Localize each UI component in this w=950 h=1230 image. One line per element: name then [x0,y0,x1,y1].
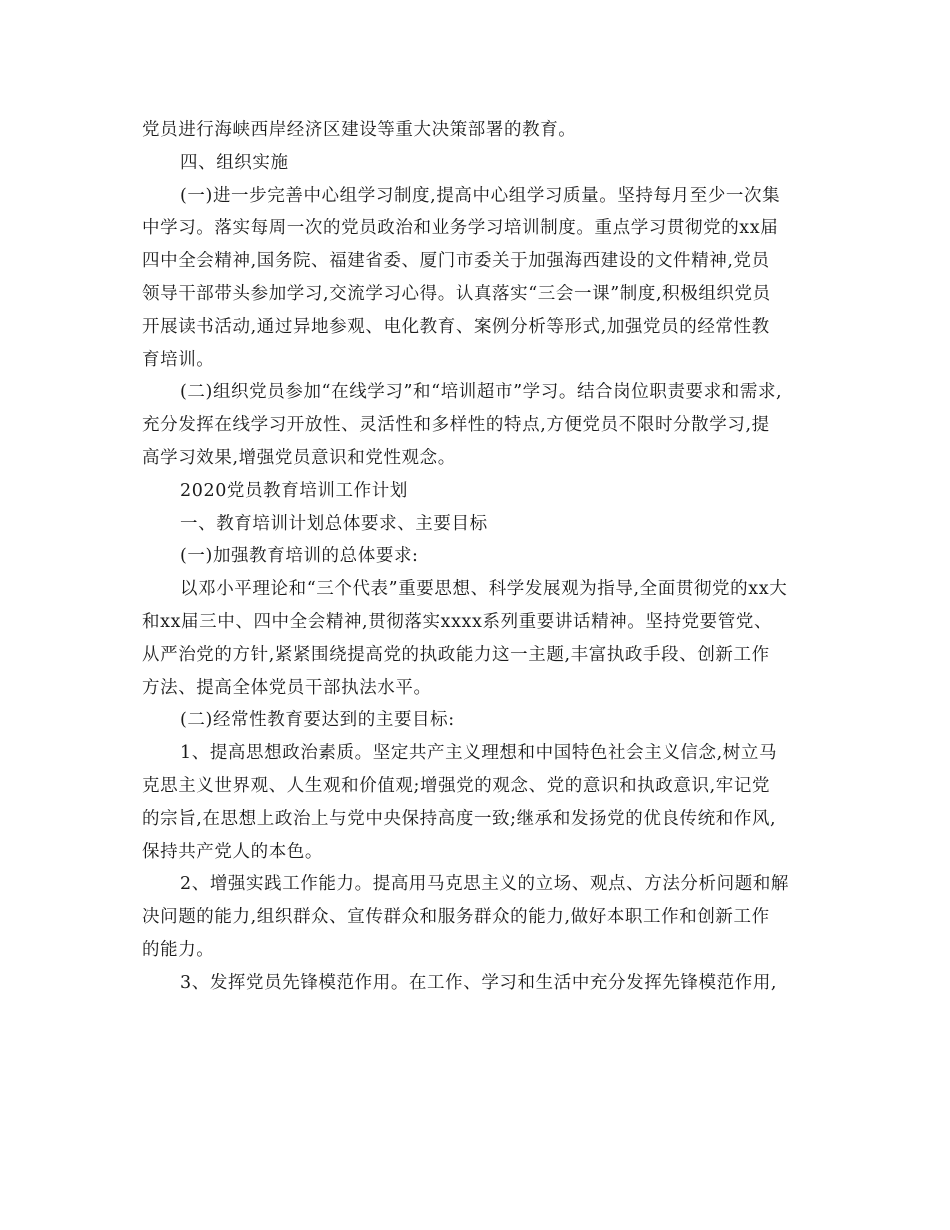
subsection-heading: (一)加强教育培训的总体要求: [180,546,419,567]
document-body [142,114,812,1000]
section-heading: 四、组织实施 [180,152,289,173]
text-line: (一)进一步完善中心组学习制度,提高中心组学习质量。坚持每月至少一次集 [180,185,781,206]
text-line: 的宗旨,在思想上政治上与党中央保持高度一致;继承和发扬党的优良传统和作风, [142,808,777,829]
text-line: 党员进行海峡西岸经济区建设等重大决策部署的教育。 [142,120,577,140]
text-line: 高学习效果,增强党员意识和党性观念。 [142,447,456,468]
text-line: 充分发挥在线学习开放性、灵活性和多样性的特点,方便党员不限时分散学习,提 [142,415,770,436]
text-line: 中学习。落实每周一次的党员政治和业务学习培训制度。重点学习贯彻党的xx届 [142,218,779,239]
subsection-heading: (二)经常性教育要达到的主要目标: [180,710,455,731]
text-line: 1、提高思想政治素质。坚定共产主义理想和中国特色社会主义信念,树立马 [180,743,778,764]
text-line: 育培训。 [142,349,215,370]
text-line: 方法、提高全体党员干部执法水平。 [142,677,432,698]
document-title: 2020党员教育培训工作计划 [180,480,408,501]
text-line: (二)组织党员参加“在线学习”和“培训超市”学习。结合岗位职责要求和需求, [180,382,783,403]
text-line: 保持共产党人的本色。 [142,841,323,862]
text-line: 克思主义世界观、人生观和价值观;增强党的观念、党的意识和执政意识,牢记党 [142,775,771,796]
text-line: 2、增强实践工作能力。提高用马克思主义的立场、观点、方法分析问题和解 [180,874,790,895]
text-line: 的能力。 [142,939,215,960]
text-line: 领导干部带头参加学习,交流学习心得。认真落实“三会一课”制度,积极组织党员 [142,283,771,304]
text-line: 3、发挥党员先锋模范作用。在工作、学习和生活中充分发挥先锋模范作用, [180,972,778,993]
text-line: 以邓小平理论和“三个代表”重要思想、科学发展观为指导,全面贯彻党的xx大 [180,579,788,600]
section-heading: 一、教育培训计划总体要求、主要目标 [180,513,488,534]
text-line: 四中全会精神,国务院、福建省委、厦门市委关于加强海西建设的文件精神,党员 [142,251,770,272]
text-line: 开展读书活动,通过异地参观、电化教育、案例分析等形式,加强党员的经常性教 [142,316,770,337]
text-line: 和xx届三中、四中全会精神,贯彻落实xxxx系列重要讲话精神。坚持党要管党、 [142,611,773,632]
text-line: 决问题的能力,组织群众、宣传群众和服务群众的能力,做好本职工作和创新工作 [142,907,770,928]
text-line: 从严治党的方针,紧紧围绕提高党的执政能力这一主题,丰富执政手段、创新工作 [142,644,770,665]
